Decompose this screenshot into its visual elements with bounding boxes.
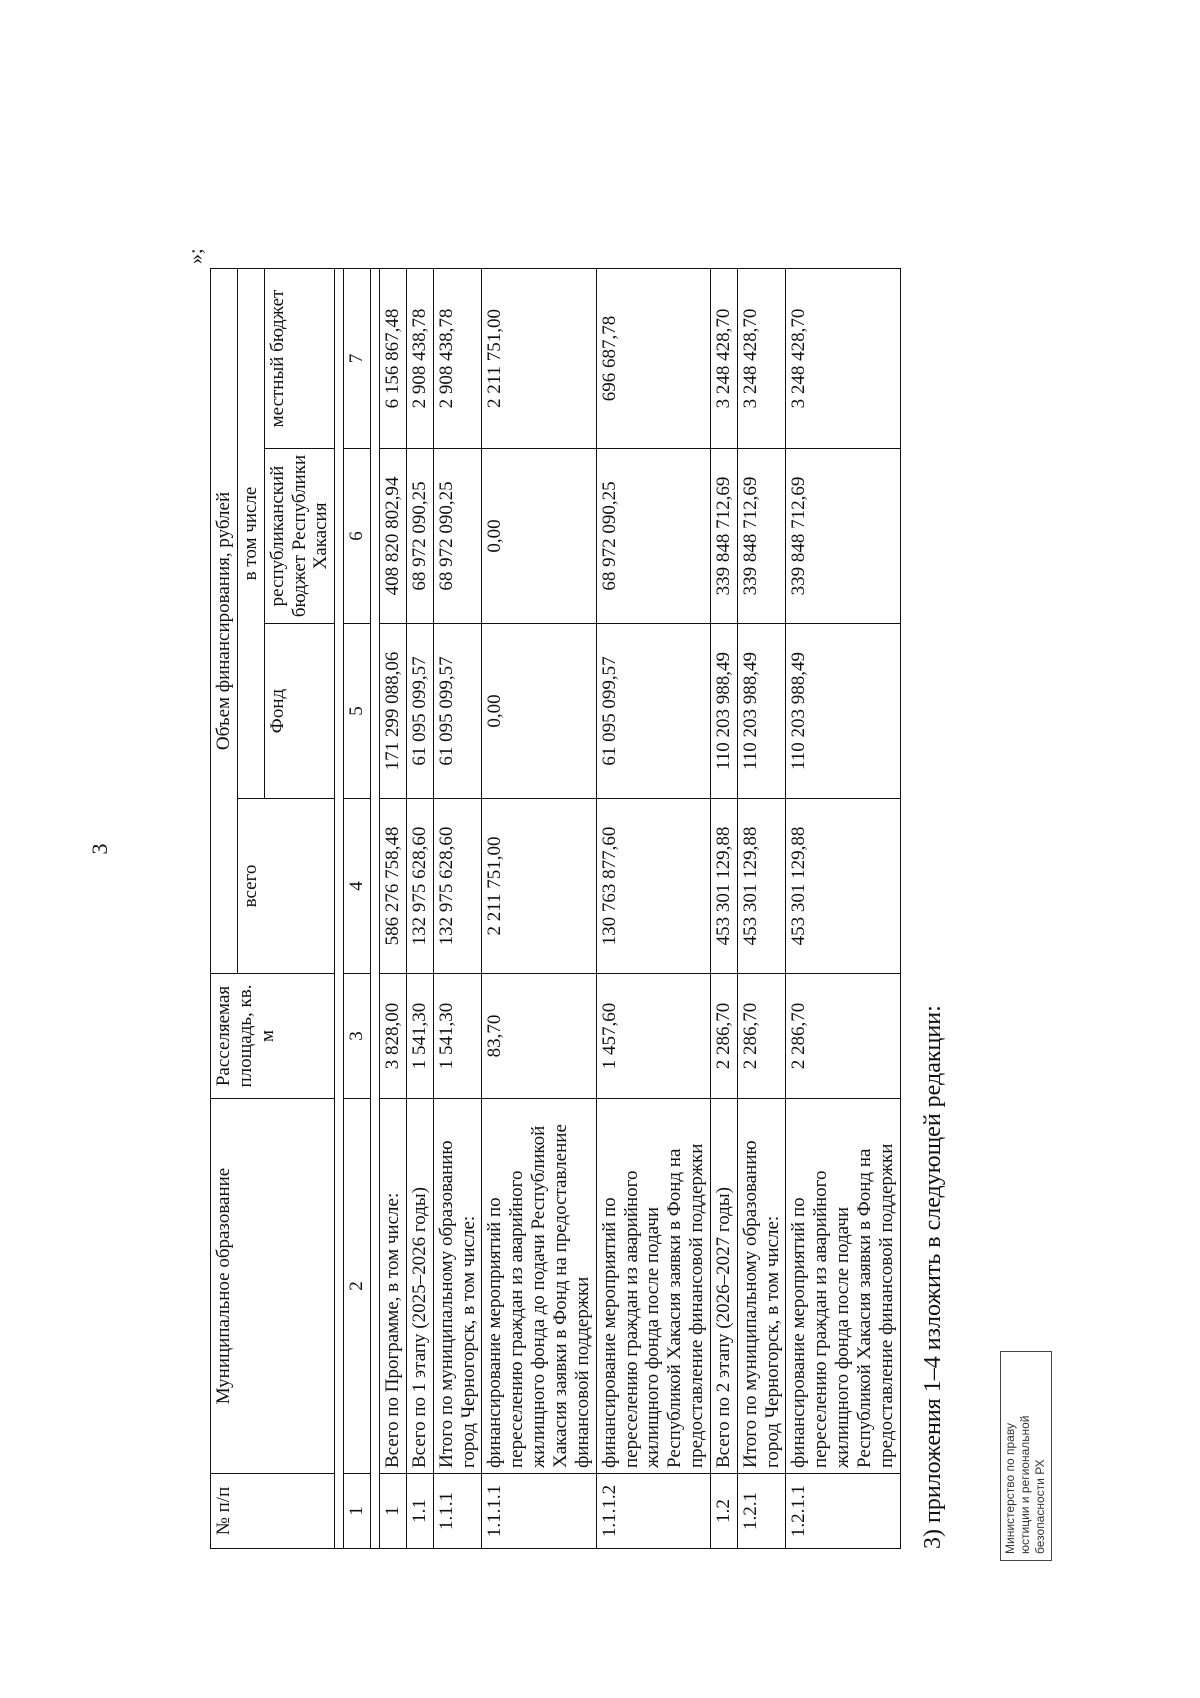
row-local: 2 211 751,00 <box>482 269 596 449</box>
row-area: 2 286,70 <box>710 974 737 1099</box>
funding-table <box>210 268 901 1549</box>
rotated-page-content <box>165 89 1065 1609</box>
row-local: 696 687,78 <box>596 269 710 449</box>
column-number: 5 <box>344 624 371 799</box>
row-name: Всего по 1 этапу (2025–2026 годы) <box>406 1099 433 1474</box>
row-fund: 110 203 988,49 <box>710 624 737 799</box>
column-number: 6 <box>344 449 371 624</box>
row-num: 1.1 <box>406 1474 433 1549</box>
row-name: финансирование мероприятий по переселению граждан из аварийного жилищного фонда до подачи Республикой Хакасия заявки в Фонд на предоставление финансовой поддержки <box>482 1099 596 1474</box>
stamp-line: юстиции и региональной <box>1018 1415 1032 1554</box>
row-republic: 339 848 712,69 <box>737 449 786 624</box>
row-num: 1.1.1.2 <box>596 1474 710 1549</box>
row-total: 2 211 751,00 <box>482 799 596 974</box>
table-row <box>737 269 786 1549</box>
header-local-budget: местный бюджет <box>264 269 335 449</box>
column-number: 1 <box>344 1474 371 1549</box>
stamp-line: безопасности РХ <box>1033 1459 1047 1554</box>
row-fund: 61 095 099,57 <box>596 624 710 799</box>
row-name: Всего по 2 этапу (2026–2027 годы) <box>710 1099 737 1474</box>
table-row <box>786 269 900 1549</box>
table-row <box>596 269 710 1549</box>
column-numbers-row <box>344 269 371 1549</box>
row-num: 1.2.1 <box>737 1474 786 1549</box>
header-total: всего <box>237 799 334 974</box>
column-number: 3 <box>344 974 371 1099</box>
header-republic-budget: республиканский бюджет Республики Хакасия <box>264 449 335 624</box>
header-num: № п/п <box>211 1474 335 1549</box>
table-row <box>406 269 433 1549</box>
row-area: 83,70 <box>482 974 596 1099</box>
table-row <box>482 269 596 1549</box>
row-fund: 171 299 088,06 <box>380 624 407 799</box>
row-republic: 68 972 090,25 <box>596 449 710 624</box>
row-name: Всего по Программе, в том числе: <box>380 1099 407 1474</box>
row-total: 132 975 628,60 <box>406 799 433 974</box>
row-republic: 68 972 090,25 <box>406 449 433 624</box>
row-republic: 339 848 712,69 <box>786 449 900 624</box>
row-name: Итого по муниципальному образованию город Черногорск, в том числе: <box>737 1099 786 1474</box>
table-row <box>380 269 407 1549</box>
table-row <box>710 269 737 1549</box>
row-local: 3 248 428,70 <box>786 269 900 449</box>
header-fund: Фонд <box>264 624 335 799</box>
row-local: 3 248 428,70 <box>710 269 737 449</box>
row-total: 586 276 758,48 <box>380 799 407 974</box>
row-total: 453 301 129,88 <box>710 799 737 974</box>
row-num: 1.1.1 <box>433 1474 482 1549</box>
row-fund: 0,00 <box>482 624 596 799</box>
row-fund: 61 095 099,57 <box>406 624 433 799</box>
row-num: 1.2 <box>710 1474 737 1549</box>
header-area: Расселяемая площадь, кв. м <box>211 974 335 1099</box>
row-total: 132 975 628,60 <box>433 799 482 974</box>
stamp-line: Министерство по праву <box>1003 1423 1017 1554</box>
header-spacer <box>335 269 344 1549</box>
row-local: 3 248 428,70 <box>737 269 786 449</box>
row-num: 1.1.1.1 <box>482 1474 596 1549</box>
row-num: 1.2.1.1 <box>786 1474 900 1549</box>
row-total: 453 301 129,88 <box>786 799 900 974</box>
row-name: финансирование мероприятий по переселению граждан из аварийного жилищного фонда после подачи Республикой Хакасия заявки в Фонд на предоставление финансовой поддержки <box>786 1099 900 1474</box>
row-area: 2 286,70 <box>786 974 900 1099</box>
row-area: 1 541,30 <box>433 974 482 1099</box>
row-fund: 110 203 988,49 <box>786 624 900 799</box>
row-area: 2 286,70 <box>737 974 786 1099</box>
row-local: 6 156 867,48 <box>380 269 407 449</box>
row-name: финансирование мероприятий по переселению граждан из аварийного жилищного фонда после подачи Республикой Хакасия заявки в Фонд на предоставление финансовой поддержки <box>596 1099 710 1474</box>
row-fund: 61 095 099,57 <box>433 624 482 799</box>
closing-quote-mark: »; <box>185 248 207 264</box>
row-area: 3 828,00 <box>380 974 407 1099</box>
column-number: 4 <box>344 799 371 974</box>
row-num: 1 <box>380 1474 407 1549</box>
row-republic: 0,00 <box>482 449 596 624</box>
row-local: 2 908 438,78 <box>406 269 433 449</box>
header-including: в том числе <box>237 269 264 799</box>
row-local: 2 908 438,78 <box>433 269 482 449</box>
column-number: 2 <box>344 1099 371 1474</box>
row-fund: 110 203 988,49 <box>737 624 786 799</box>
row-total: 453 301 129,88 <box>737 799 786 974</box>
row-name: Итого по муниципальному образованию город Черногорск, в том числе: <box>433 1099 482 1474</box>
row-area: 1 541,30 <box>406 974 433 1099</box>
row-republic: 339 848 712,69 <box>710 449 737 624</box>
column-number: 7 <box>344 269 371 449</box>
row-republic: 408 820 802,94 <box>380 449 407 624</box>
header-funding-volume: Объем финансирования, рублей <box>211 269 238 974</box>
amendment-text: 3) приложения 1–4 изложить в следующей редакции: <box>920 1005 946 1549</box>
page-number: 3 <box>87 843 112 855</box>
table-row <box>433 269 482 1549</box>
row-area: 1 457,60 <box>596 974 710 1099</box>
header-municipality: Муниципальное образование <box>211 1099 335 1474</box>
row-republic: 68 972 090,25 <box>433 449 482 624</box>
registration-stamp <box>1000 1351 1052 1561</box>
row-total: 130 763 877,60 <box>596 799 710 974</box>
column-numbers-spacer <box>371 269 380 1549</box>
